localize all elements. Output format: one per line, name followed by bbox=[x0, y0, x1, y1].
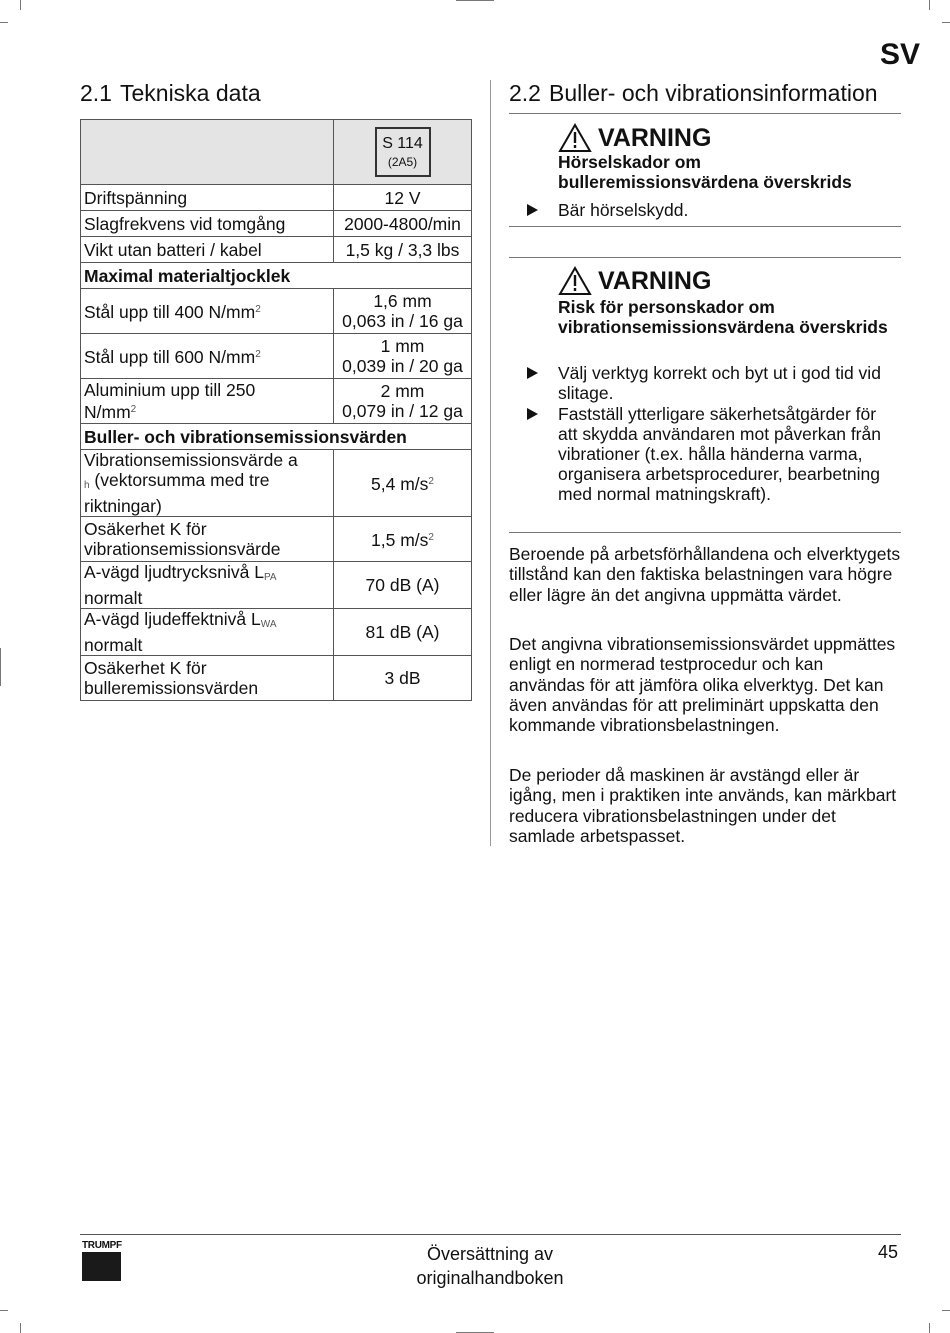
section-title: Tekniska data bbox=[119, 80, 261, 106]
table-row bbox=[81, 609, 472, 656]
row-label bbox=[81, 450, 334, 517]
warning-box-vibration bbox=[509, 257, 901, 533]
value-line: 1 mm bbox=[380, 336, 425, 356]
row-value: 70 dB (A) bbox=[334, 562, 472, 609]
value-line: 0,063 in / 16 ga bbox=[342, 311, 463, 331]
list-item bbox=[527, 404, 899, 504]
warning-title bbox=[558, 123, 711, 153]
model-code: (2A5) bbox=[387, 155, 418, 169]
table-header-row bbox=[81, 120, 472, 185]
warning-triangle-icon bbox=[558, 266, 592, 296]
section-heading-noise-vibration bbox=[509, 80, 878, 107]
warning-list bbox=[527, 363, 899, 505]
warning-title bbox=[558, 266, 711, 296]
list-item-text: Bär hörselskydd. bbox=[558, 200, 689, 220]
table-row bbox=[81, 450, 472, 517]
row-value: 12 V bbox=[334, 185, 472, 211]
row-label bbox=[81, 334, 334, 379]
model-name: S 114 bbox=[382, 135, 423, 152]
column-divider bbox=[490, 80, 491, 846]
warning-subtitle: Risk för personskador om vibrationsemissionsvärdena överskrids bbox=[558, 297, 888, 337]
list-item-text: Välj verktyg korrekt och byt ut i god tid vid slitage. bbox=[558, 363, 881, 403]
table-row bbox=[81, 185, 472, 211]
table-row bbox=[81, 334, 472, 379]
table-cell bbox=[81, 120, 334, 185]
row-label bbox=[81, 517, 334, 562]
label-text: Stål upp till 600 N/mm bbox=[84, 347, 256, 367]
label-text: Vibrationsemissionsvärde a bbox=[84, 450, 298, 470]
warning-box-hearing bbox=[509, 113, 901, 227]
list-item-text: Fastställ ytterligare säkerhetsåtgärder för att skydda användaren mot påverkan från vibrationer (t.ex. hålla händerna varma, organisera arbetsprocedurer, bearbetning med normal matningskraft). bbox=[558, 404, 881, 504]
technical-data-table bbox=[80, 119, 472, 701]
warning-subtitle: Hörselskador om bulleremissionsvärdena överskrids bbox=[558, 152, 852, 192]
value-text: 5,4 m/s bbox=[371, 474, 429, 494]
footer-caption-line: originalhandboken bbox=[416, 1268, 564, 1288]
list-item bbox=[527, 200, 899, 220]
bullet-arrow-icon bbox=[527, 367, 538, 379]
label-text: A-vägd ljudtrycksnivå L bbox=[84, 562, 264, 582]
value-line: 1,6 mm bbox=[373, 291, 432, 311]
section-heading-technical-data bbox=[80, 80, 261, 107]
row-label bbox=[81, 609, 334, 656]
label-subscript: PA bbox=[263, 572, 277, 583]
label-text: riktningar) bbox=[84, 496, 162, 516]
brand-logo-text: TRUMPF bbox=[82, 1240, 122, 1251]
crop-mark bbox=[942, 22, 950, 23]
bullet-arrow-icon bbox=[527, 204, 538, 216]
row-label: Vikt utan batteri / kabel bbox=[81, 237, 334, 263]
crop-mark bbox=[20, 1323, 21, 1333]
crop-mark bbox=[0, 1310, 8, 1311]
row-label bbox=[81, 289, 334, 334]
row-label bbox=[81, 656, 334, 701]
row-value bbox=[334, 450, 472, 517]
row-value: 1,5 kg / 3,3 lbs bbox=[334, 237, 472, 263]
label-exponent: 2 bbox=[255, 349, 261, 360]
crop-mark bbox=[0, 22, 8, 23]
label-text: normalt bbox=[84, 635, 143, 655]
section-title: Buller- och vibrationsinformation bbox=[548, 80, 878, 106]
section-number: 2.1 bbox=[80, 80, 112, 106]
value-line: 0,079 in / 12 ga bbox=[342, 401, 463, 421]
footer-caption-line: Översättning av bbox=[426, 1244, 554, 1264]
table-cell bbox=[334, 120, 472, 185]
value-line: 0,039 in / 20 ga bbox=[342, 356, 463, 376]
label-subscript: WA bbox=[260, 619, 277, 630]
label-exponent: 2 bbox=[130, 404, 137, 415]
label-text: vibrationsemissionsvärde bbox=[84, 539, 281, 559]
model-box bbox=[375, 127, 431, 177]
section-label: Maximal materialtjocklek bbox=[81, 263, 472, 289]
label-text: bulleremissionsvärden bbox=[84, 678, 259, 698]
body-paragraph: Det angivna vibrationsemissionsvärdet uppmättes enligt en normerad testprocedur och kan användas för att jämföra olika elverktyg. Det kan även användas för att preliminärt uppskatta den kommande vibrationsbelastningen. bbox=[509, 634, 896, 736]
table-row bbox=[81, 379, 472, 424]
table-section-row bbox=[81, 263, 472, 289]
row-value: 2000-4800/min bbox=[334, 211, 472, 237]
label-text: Aluminium upp till 250 bbox=[84, 380, 256, 400]
row-label bbox=[81, 379, 334, 424]
warning-list bbox=[527, 200, 899, 221]
value-exponent: 2 bbox=[428, 476, 434, 487]
section-label: Buller- och vibrationsemissionsvärden bbox=[81, 424, 472, 450]
page-number: 45 bbox=[877, 1242, 898, 1262]
table-section-row bbox=[81, 424, 472, 450]
row-value bbox=[334, 379, 472, 424]
body-paragraph: Beroende på arbetsförhållandena och elverktygets tillstånd kan den faktiska belastningen vara högre eller lägre än det angivna uppmätta värdet. bbox=[509, 544, 901, 605]
warning-triangle-icon bbox=[558, 123, 592, 153]
row-value bbox=[334, 334, 472, 379]
crop-mark bbox=[0, 648, 1, 686]
row-value bbox=[334, 517, 472, 562]
row-label bbox=[81, 562, 334, 609]
table-row bbox=[81, 656, 472, 701]
value-line: 2 mm bbox=[380, 381, 425, 401]
label-subscript: h bbox=[84, 480, 90, 491]
value-text: 1,5 m/s bbox=[371, 530, 429, 550]
brand-logo-block bbox=[82, 1252, 121, 1281]
label-text: (vektorsumma med tre bbox=[89, 470, 270, 490]
row-label: Slagfrekvens vid tomgång bbox=[81, 211, 334, 237]
language-tag: SV bbox=[879, 38, 920, 71]
row-label: Driftspänning bbox=[81, 185, 334, 211]
label-text: A-vägd ljudeffektnivå L bbox=[84, 609, 261, 629]
label-exponent: 2 bbox=[255, 304, 261, 315]
crop-mark bbox=[20, 0, 21, 10]
label-text: Osäkerhet K för bbox=[84, 519, 207, 539]
crop-mark bbox=[929, 0, 930, 10]
table-row bbox=[81, 237, 472, 263]
label-text: normalt bbox=[84, 588, 143, 608]
body-paragraph: De perioder då maskinen är avstängd eller är igång, men i praktiken inte används, kan märkbart reducera vibrationsbelastningen under det samlade arbetspasset. bbox=[509, 765, 897, 846]
list-item bbox=[527, 363, 899, 403]
bullet-arrow-icon bbox=[527, 408, 538, 420]
warning-title-text: VARNING bbox=[598, 266, 712, 295]
crop-mark bbox=[929, 1323, 930, 1333]
table-row bbox=[81, 562, 472, 609]
table-row bbox=[81, 289, 472, 334]
row-value bbox=[334, 289, 472, 334]
label-text: Osäkerhet K för bbox=[84, 658, 207, 678]
crop-mark bbox=[942, 1310, 950, 1311]
footer-caption bbox=[390, 1242, 590, 1290]
row-value: 81 dB (A) bbox=[334, 609, 472, 656]
section-number: 2.2 bbox=[509, 80, 541, 106]
crop-mark bbox=[456, 0, 494, 1]
table-row bbox=[81, 517, 472, 562]
label-text: N/mm bbox=[84, 402, 131, 422]
warning-title-text: VARNING bbox=[598, 123, 712, 152]
label-text: Stål upp till 400 N/mm bbox=[84, 302, 256, 322]
table-row bbox=[81, 211, 472, 237]
row-value: 3 dB bbox=[334, 656, 472, 701]
footer-divider bbox=[80, 1234, 901, 1235]
value-exponent: 2 bbox=[428, 532, 434, 543]
